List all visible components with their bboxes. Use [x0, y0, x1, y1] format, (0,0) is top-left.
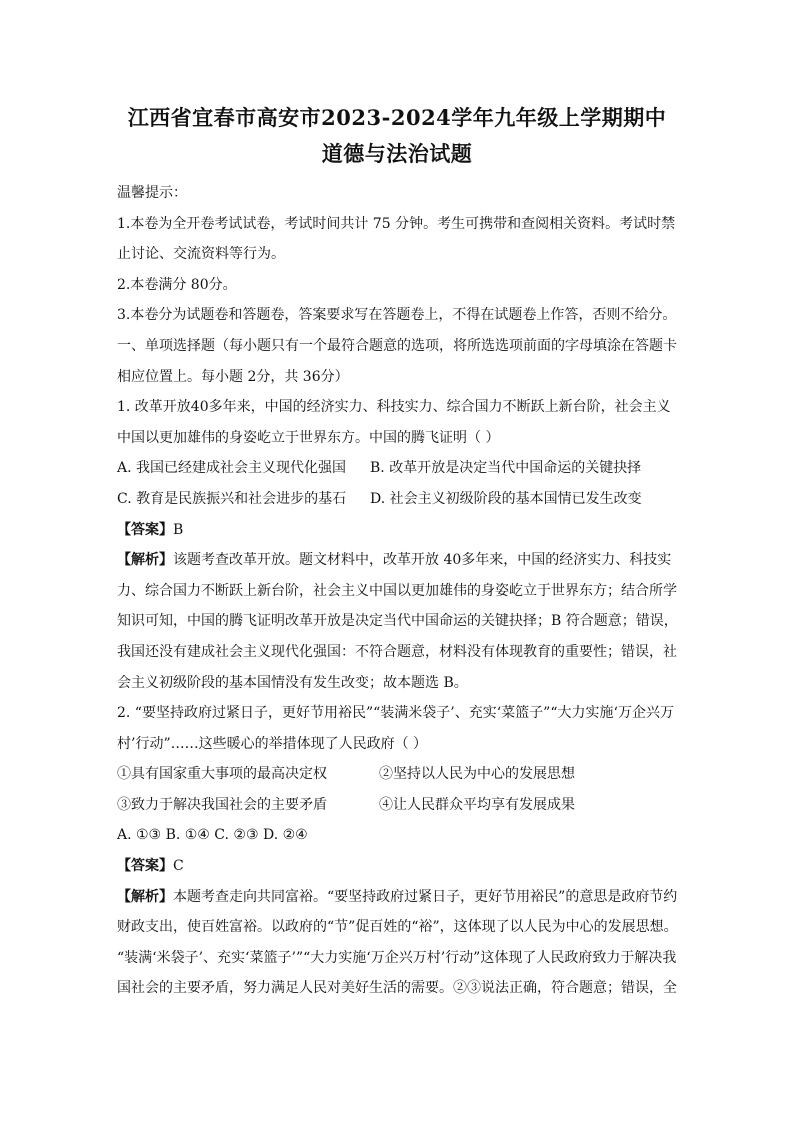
- exam-title-line1: 江西省宜春市高安市2023-2024学年九年级上学期期中: [127, 105, 667, 130]
- q1-option-c: C. 教育是民族振兴和社会进步的基石: [117, 490, 347, 507]
- q1-option-a: A. 我国已经建成社会主义现代化强国: [117, 460, 347, 477]
- q2-analysis-text1: 本题考查走向共同富裕。“要坚持政府过紧日子，更好节用裕民”的意思是政府节约: [173, 888, 678, 905]
- q1-analysis-line1: [117, 545, 677, 576]
- q2-analysis-label: 【解析】: [117, 888, 173, 905]
- section1-heading-line2: 相应位置上。每小题 2分，共 36分）: [117, 368, 349, 385]
- q2-analysis-line4: 国社会的主要矛盾，努力满足人民对美好生活的需要。②③说法正确，符合题意；错误，全: [117, 980, 677, 997]
- exam-page: [117, 100, 677, 1004]
- q2-items-row2: [117, 790, 677, 821]
- q1-analysis-label: 【解析】: [117, 552, 173, 569]
- notice-heading: 温馨提示：: [117, 185, 187, 201]
- q2-analysis-line2: 财政支出，使百姓富裕。以政府的“节”促百姓的“裕”，这体现了以人民为中心的发展思想。: [117, 919, 678, 936]
- q1-analysis-line2: 力、综合国力不断跃上新台阶，社会主义中国以更加雄伟的身姿屹立于世界东方；结合所学: [117, 582, 677, 599]
- q2-answer: [117, 851, 677, 882]
- q1-answer-value: B: [173, 521, 184, 538]
- q2-stem-line2: 村’行动”……这些暖心的举措体现了人民政府（ ）: [117, 735, 428, 752]
- q1-analysis-line5: 会主义初级阶段的基本国情没有发生改变；故本题选 B。: [117, 674, 468, 691]
- q1-option-d: D. 社会主义初级阶段的基本国情已发生改变: [370, 490, 642, 507]
- exam-title-line2: 道德与法治试题: [321, 141, 473, 166]
- q1-analysis-line3: 知识可知，中国的腾飞证明改革开放是决定当代中国命运的关键抉择；B 符合题意；错误，: [117, 613, 678, 630]
- q2-item-1: ①具有国家重大事项的最高决定权: [117, 766, 327, 783]
- q1-answer-label: 【答案】: [117, 521, 173, 538]
- q1-stem-line1: 1. 改革开放40多年来，中国的经济实力、科技实力、综合国力不断跃上新台阶，社会主义: [117, 399, 671, 416]
- q2-options: A. ①③ B. ①④ C. ②③ D. ②④: [117, 827, 308, 844]
- q1-option-b: B. 改革开放是决定当代中国命运的关键抉择: [370, 460, 642, 477]
- notice-item1-line1: 1.本卷为全开卷考试试卷，考试时间共计 75 分钟。考生可携带和查阅相关资料。考试时禁: [117, 215, 676, 232]
- q1-options-row1: [117, 453, 677, 484]
- q2-stem-line1: 2. “要坚持政府过紧日子，更好节用裕民”“装满米袋子’、充实‘菜篮子”“大力实施‘万企兴万: [117, 705, 674, 722]
- q2-analysis-line3: “装满‘米袋子’、充实‘菜篮子’”“大力实施‘万企兴万村’行动”这体现了人民政府致力于解决我: [117, 949, 677, 966]
- notice-item1-line2: 止讨论、交流资料等行为。: [117, 246, 285, 263]
- q1-stem-line2: 中国以更加雄伟的身姿屹立于世界东方。中国的腾飞证明（ ）: [117, 429, 500, 446]
- q2-answer-value: C: [173, 858, 184, 875]
- q2-item-2: ②坚持以人民为中心的发展思想: [379, 766, 575, 783]
- q2-items-row1: [117, 759, 677, 790]
- q1-analysis-text1: 该题考查改革开放。题文材料中，改革开放 40多年来，中国的经济实力、科技实: [173, 552, 672, 569]
- notice-item2: 2.本卷满分 80分。: [117, 276, 237, 293]
- q2-item-4: ④让人民群众平均享有发展成果: [379, 796, 575, 813]
- section1-heading-line1: 一、单项选择题（每小题只有一个最符合题意的选项，将所选选项前面的字母填涂在答题卡: [117, 337, 677, 354]
- q2-analysis-line1: [117, 882, 677, 913]
- q1-analysis-line4: 我国还没有建成社会主义现代化强国：不符合题意，材料没有体现教育的重要性；错误，社: [117, 643, 677, 660]
- notice-item3: 3.本卷分为试题卷和答题卷，答案要求写在答题卷上，不得在试题卷上作答，否则不给分。: [117, 307, 677, 324]
- q1-options-row2: [117, 484, 677, 515]
- q2-answer-label: 【答案】: [117, 858, 173, 875]
- q2-item-3: ③致力于解决我国社会的主要矛盾: [117, 796, 327, 813]
- q1-answer: [117, 515, 677, 546]
